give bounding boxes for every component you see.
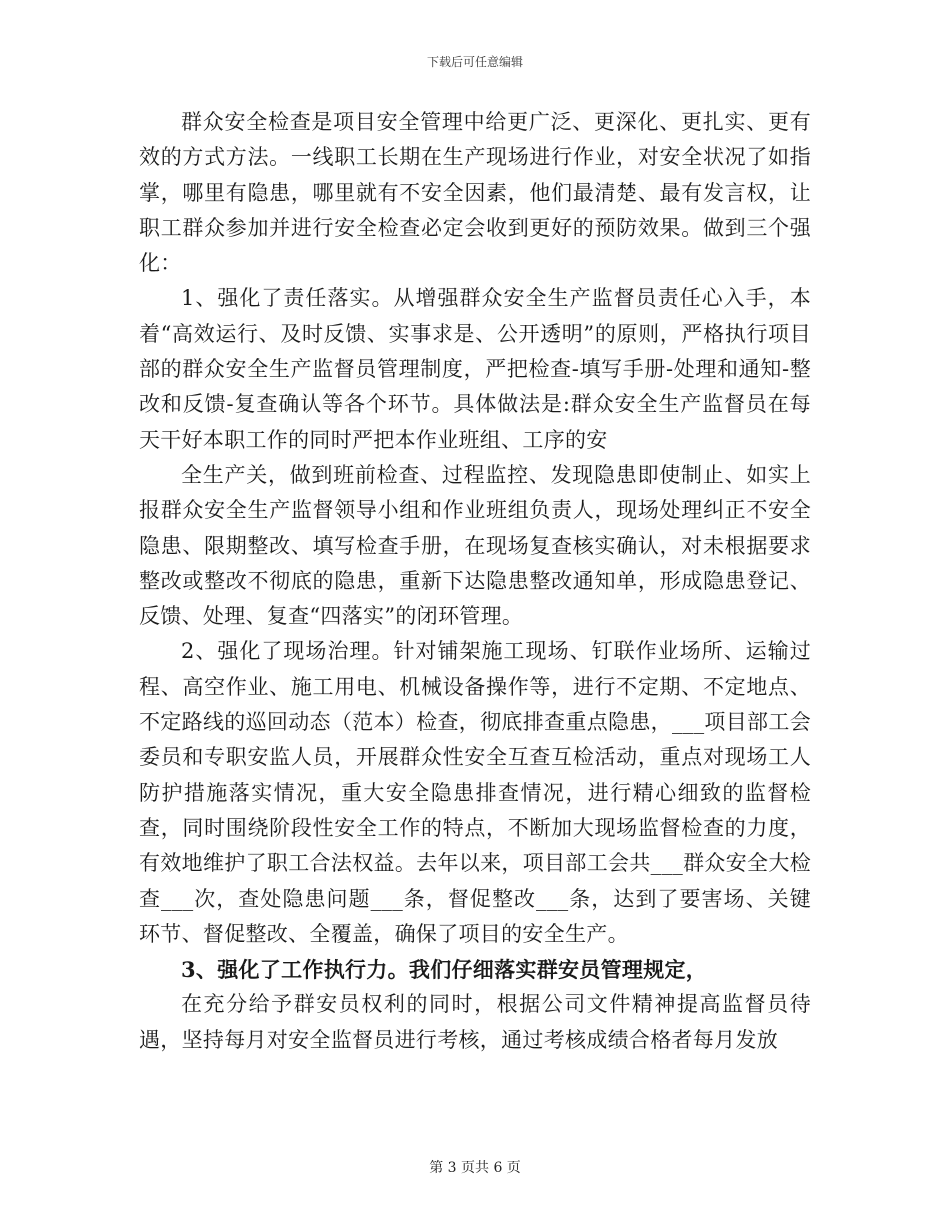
page-header: 下载后可任意编辑	[426, 55, 523, 69]
paragraph-item-1-continued: 全生产关，做到班前检查、过程监控、发现隐患即使制止、如实上报群众安全生产监督领导小组和作业班组负责人，现场处理纠正不安全隐患、限期整改、填写检查手册，在现场复查核实确认，对未根据要求整改或整改不彻底的隐患，重新下达隐患整改通知单，形成隐患登记、反馈、处理、复查“四落实”的闭环管理。	[139, 462, 811, 629]
document-body	[139, 105, 811, 1058]
paragraph-item-3-heading: 3、强化了工作执行力。我们仔细落实群安员管理规定，	[181, 957, 708, 983]
paragraph-item-1: 1、强化了责任落实。从增强群众安全生产监督员责任心入手，本着“高效运行、及时反馈、实事求是、公开透明”的原则，严格执行项目部的群众安全生产监督员管理制度，严把检查-填写手册-处理和通知-整改和反馈-复查确认等各个环节。具体做法是:群众安全生产监督员在每天干好本职工作的同时严把本作业班组、工序的安	[139, 286, 811, 452]
page-footer: 第 3 页共 6 页	[429, 1160, 521, 1176]
paragraph-intro: 群众安全检查是项目安全管理中给更广泛、更深化、更扎实、更有效的方式方法。一线职工长期在生产现场进行作业，对安全状况了如指掌，哪里有隐患，哪里就有不安全因素，他们最清楚、最有发言权，让职工群众参加并进行安全检查必定会收到更好的预防效果。做到三个强化：	[139, 110, 811, 276]
paragraph-item-2: 2、强化了现场治理。针对铺架施工现场、钉联作业场所、运输过程、高空作业、施工用电、机械设备操作等，进行不定期、不定地点、不定路线的巡回动态（范本）检查，彻底排查重点隐患，___项目部工会委员和专职安监人员，开展群众性安全互查互检活动，重点对现场工人防护措施落实情况，重大安全隐患排查情况，进行精心细致的监督检查，同时围绕阶段性安全工作的特点，不断加大现场监督检查的力度，有效地维护了职工合法权益。去年以来，项目部工会共___群众安全大检查___次，查处隐患问题___条，督促整改___条，达到了要害场、关键环节、督促整改、全覆盖，确保了项目的安全生产。	[139, 639, 811, 946]
paragraph-item-3-body: 在充分给予群安员权利的同时，根据公司文件精神提高监督员待遇，坚持每月对安全监督员进行考核，通过考核成绩合格者每月发放	[139, 992, 811, 1052]
